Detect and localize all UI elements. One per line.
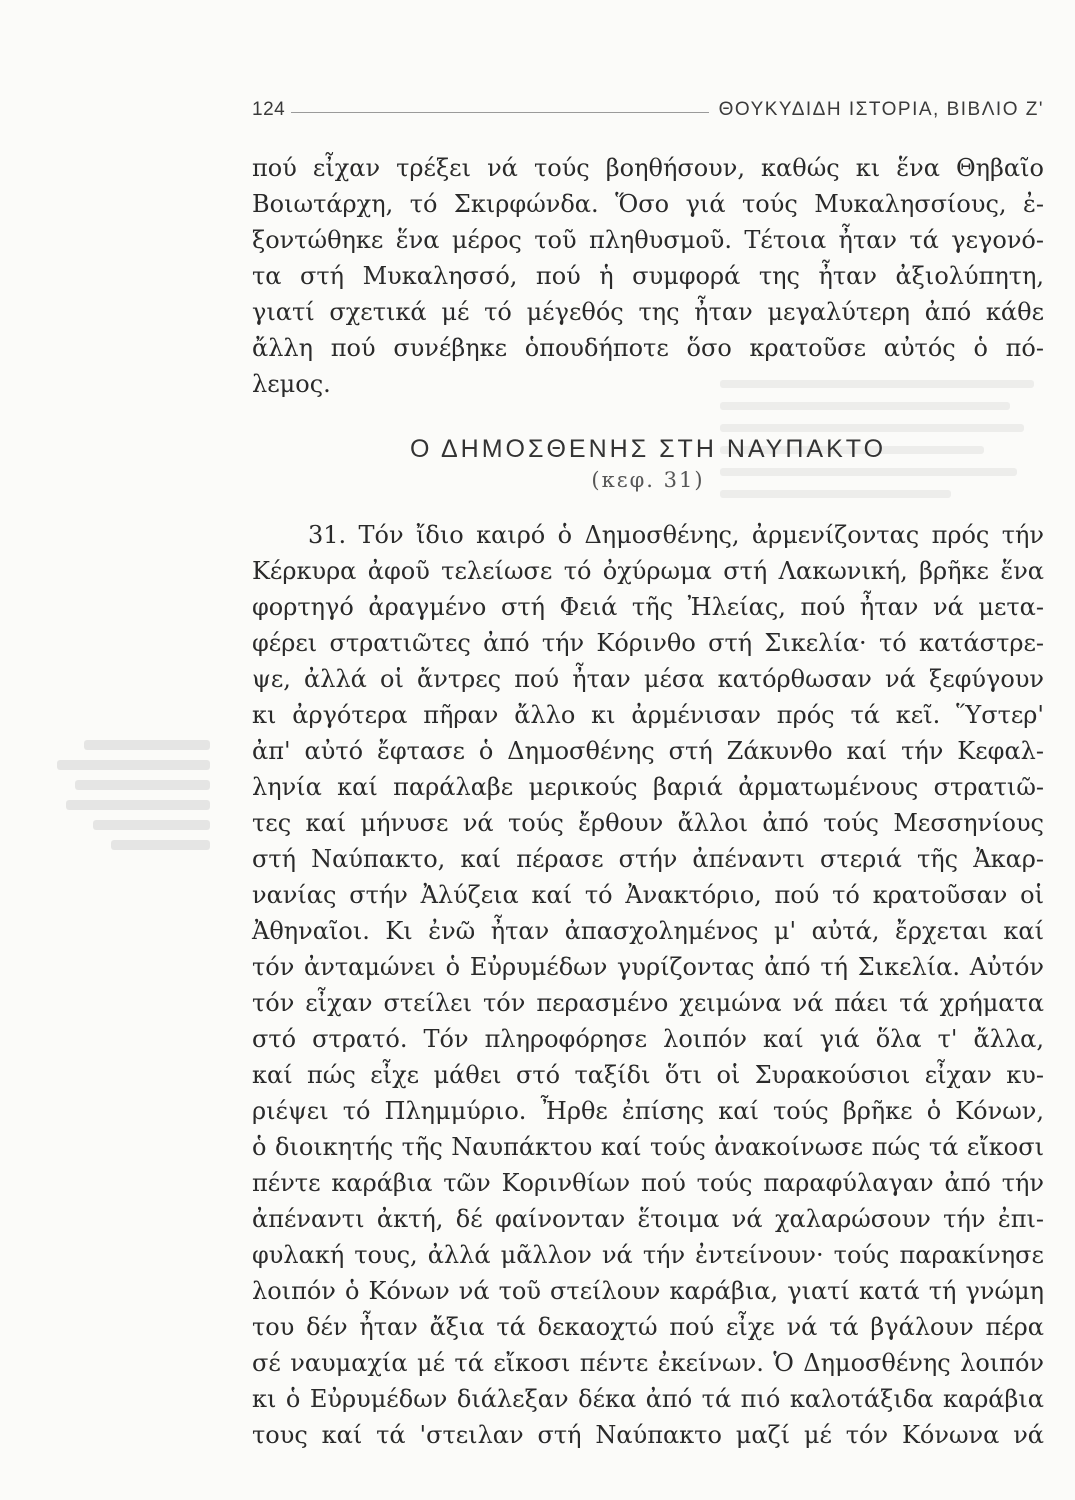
text-line: ξοντώθηκε ἕνα μέρος τοῦ πληθυσμοῦ. Τέτοια ἦταν τά γεγονό- [252,226,1044,254]
text-line: στό στρατό. Τόν πληροφόρησε λοιπόν καί γιά ὅλα τ' ἄλλα, [252,1025,1044,1053]
section-title: Ο ΔΗΜΟΣΘΕΝΗΣ ΣΤΗ ΝΑΥΠΑΚΤΟ [409,435,887,463]
text-line: ψε, ἀλλά οἱ ἄντρες πού ἦταν μέσα κατόρθωσαν νά ξεφύγουν [252,665,1044,693]
text-line: τα στή Μυκαλησσό, πού ἡ συμφορά της ἦταν ἀξιολύπητη, [252,262,1044,290]
text-line: Κέρκυρα ἀφοῦ τελείωσε τό ὀχύρωμα στή Λακωνική, βρῆκε ἕνα [252,557,1044,585]
text-line: στή Ναύπακτο, καί πέρασε στήν ἀπέναντι στεριά τῆς Ἀκαρ- [252,845,1044,873]
text-line: πού εἶχαν τρέξει νά τούς βοηθήσουν, καθώς κι ἕνα Θηβαῖο [252,154,1044,182]
text-line: ριέψει τό Πλημμύριο. Ἦρθε ἐπίσης καί τούς βρῆκε ὁ Κόνων, [252,1097,1044,1125]
text-line: 31. Τόν ἴδιο καιρό ὁ Δημοσθένης, ἀρμενίζοντας πρός τήν [308,521,1044,549]
text-line: κι ἀργότερα πῆραν ἄλλο κι ἀρμένισαν πρός τά κεῖ. Ὕστερ' [252,701,1044,729]
text-line: Βοιωτάρχη, τό Σκιρφώνδα. Ὅσο γιά τούς Μυκαλησσίους, ἐ- [252,190,1044,218]
text-line: πέντε καράβια τῶν Κορινθίων πού τούς παραφύλαγαν ἀπό τήν [252,1169,1044,1197]
text-line: σέ ναυμαχία μέ τά εἴκοσι πέντε ἐκείνων. Ὁ Δημοσθένης λοιπόν [252,1349,1044,1377]
text-line: λεμος. [252,370,331,398]
text-line: του δέν ἦταν ἄξια τά δεκαοχτώ πού εἶχε νά τά βγάλουν πέρα [252,1313,1044,1341]
text-line: ληνία καί παράλαβε μερικούς βαριά ἀρματωμένους στρατιῶ- [252,773,1044,801]
text-line: ἀπ' αὐτό ἔφτασε ὁ Δημοσθένης στή Ζάκυνθο καί τήν Κεφαλ- [252,737,1044,765]
text-line: νανίας στήν Ἀλύζεια καί τό Ἀνακτόριο, πού τό κρατοῦσαν οἱ [252,881,1044,909]
section-subtitle: (κεφ. 31) [591,468,705,492]
running-title: ΘΟΥΚΥΔΙΔΗ ΙΣΤΟΡΙΑ, ΒΙΒΛΙΟ Ζ' [718,99,1044,120]
page-number: 124 [252,99,286,120]
text-line: τες καί μήνυσε νά τούς ἔρθουν ἄλλοι ἀπό τούς Μεσσηνίους [252,809,1044,837]
text-line: φέρει στρατιῶτες ἀπό τήν Κόρινθο στή Σικελία· τό κατάστρε- [252,629,1044,657]
text-line: ὁ διοικητής τῆς Ναυπάκτου καί τούς ἀνακοίνωσε πώς τά εἴκοσι [252,1133,1044,1161]
text-line: τους καί τά 'στειλαν στή Ναύπακτο μαζί μέ τόν Κόνωνα νά [252,1421,1044,1449]
text-line: ἀπέναντι ἀκτή, δέ φαίνονταν ἕτοιμα νά χαλαρώσουν τήν ἐπι- [252,1205,1044,1233]
text-line: φορτηγό ἀραγμένο στή Φειά τῆς Ἠλείας, πού ἦταν νά μετα- [252,593,1044,621]
text-line: τόν εἶχαν στείλει τόν περασμένο χειμώνα νά πάει τά χρήματα [252,989,1044,1017]
header-rule [291,112,708,113]
text-line: κι ὁ Εὐρυμέδων διάλεξαν δέκα ἀπό τά πιό καλοτάξιδα καράβια [252,1385,1044,1413]
text-line: Ἀθηναῖοι. Κι ἐνῶ ἦταν ἀπασχολημένος μ' αὐτά, ἔρχεται καί [252,917,1044,945]
text-line: τόν ἀνταμώνει ὁ Εὐρυμέδων γυρίζοντας ἀπό τή Σικελία. Αὐτόν [252,953,1044,981]
margin-show-through [30,740,210,890]
text-line: φυλακή τους, ἀλλά μᾶλλον νά τήν ἐντείνουν· τούς παρακίνησε [252,1241,1044,1269]
text-line: γιατί σχετικά μέ τό μέγεθός της ἦταν μεγαλύτερη ἀπό κάθε [252,298,1044,326]
text-line: λοιπόν ὁ Κόνων νά τοῦ στείλουν καράβια, γιατί κατά τή γνώμη [252,1277,1044,1305]
text-line: ἄλλη πού συνέβηκε ὁπουδήποτε ὅσο κρατοῦσε αὐτός ὁ πό- [252,334,1044,362]
page-header [252,95,1044,125]
text-line: καί πώς εἶχε μάθει στό ταξίδι ὅτι οἱ Συρακούσιοι εἶχαν κυ- [252,1061,1044,1089]
